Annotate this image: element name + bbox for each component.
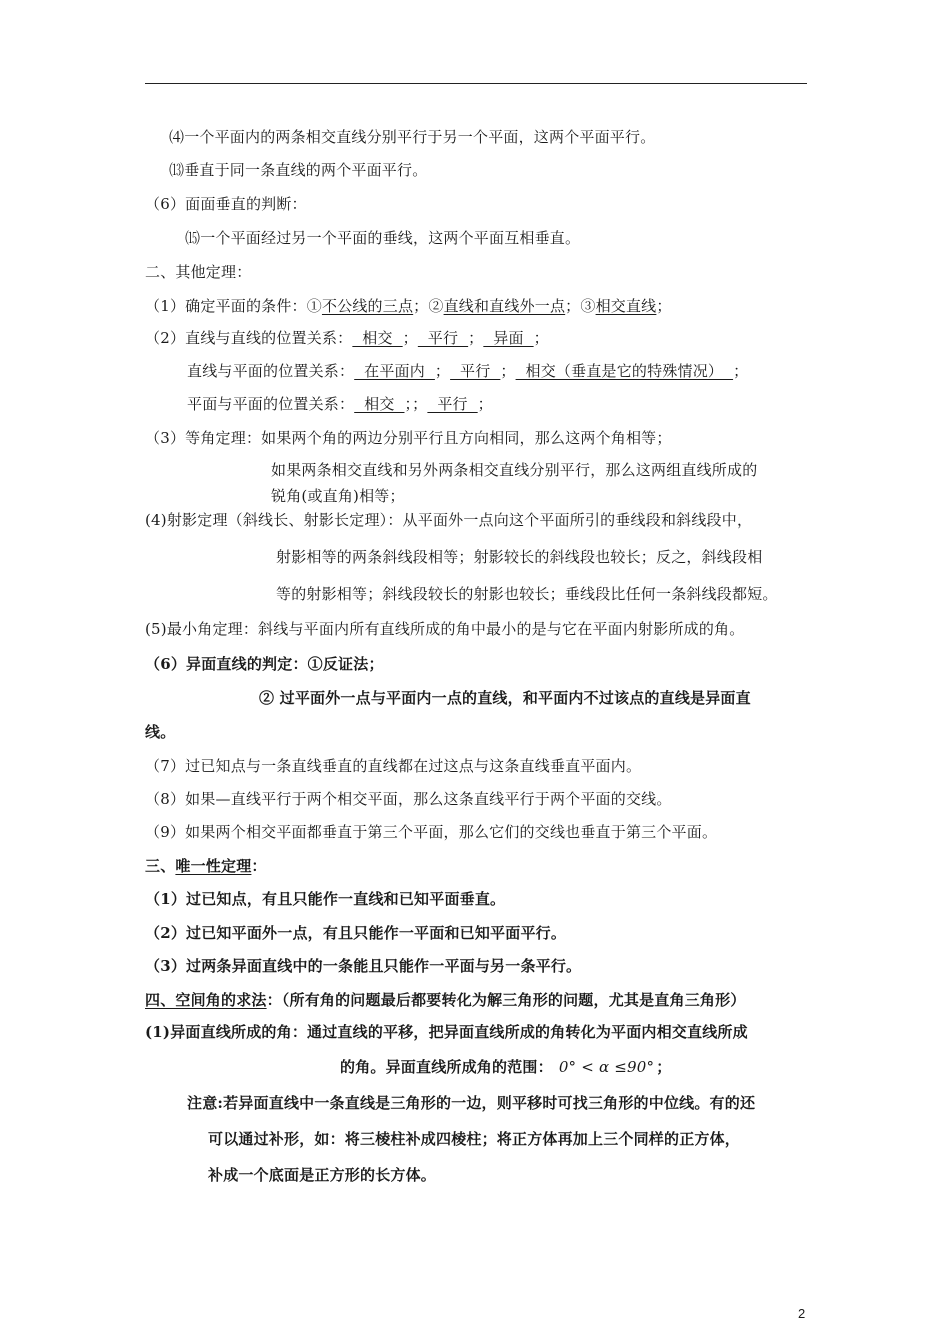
text-span: 平面与平面的位置关系： <box>187 395 355 413</box>
text-line: ⒂一个平面经过另一个平面的垂线，这两个平面互相垂直。 <box>185 229 581 247</box>
text-span: ； <box>656 1058 672 1076</box>
page-number: 2 <box>798 1306 806 1321</box>
text-line <box>187 394 493 414</box>
text-line: 锐角(或直角)相等； <box>271 487 405 505</box>
text-line: （6）面面垂直的判断： <box>145 195 307 213</box>
text-span: ； <box>402 329 418 347</box>
text-span: ； <box>468 329 484 347</box>
text-line: （3）等角定理：如果两个角的两边分别平行且方向相同，那么这两个角相等； <box>145 429 672 447</box>
text-line: 线。 <box>145 723 176 741</box>
text-span: 的角。异面直线所成角的范围： <box>340 1058 553 1076</box>
text-line: 可以通过补形，如：将三棱柱补成四棱柱；将正方体再加上三个同样的正方体， <box>208 1130 741 1148</box>
text-span: ； <box>434 362 451 380</box>
text-line: ⒀垂直于同一条直线的两个平面平行。 <box>169 161 428 179</box>
section-heading <box>145 856 267 876</box>
text-line: （2）过已知平面外一点，有且只能作一平面和已知平面平行。 <box>145 924 567 942</box>
answer-blank: 相交（垂直是它的特殊情况） <box>515 362 734 380</box>
text-span: ； <box>477 395 493 413</box>
text-line: (4)射影定理（斜线长、射影长定理）：从平面外一点向这个平面所引的垂线段和斜线段中， <box>145 511 753 529</box>
text-line: 补成一个底面是正方形的长方体。 <box>208 1166 437 1184</box>
text-line: （7）过已知点与一条直线垂直的直线都在过这点与这条直线垂直平面内。 <box>145 757 642 775</box>
section-heading <box>145 990 746 1010</box>
text-span: 直线与平面的位置关系： <box>187 362 355 380</box>
text-line: ② 过平面外一点与平面内一点的直线，和平面内不过该点的直线是异面直 <box>259 689 751 707</box>
text-line: 射影相等的两条斜线段相等；射影较长的斜线段也较长；反之，斜线段相 <box>276 548 763 566</box>
text-line <box>187 361 748 381</box>
text-span: ；③ <box>565 297 596 315</box>
answer-blank: 相交 <box>354 395 405 413</box>
text-line: 等的射影相等；斜线段较长的射影也较长；垂线段比任何一条斜线段都短。 <box>276 585 778 603</box>
text-line: （6）异面直线的判定：①反证法； <box>145 655 384 673</box>
text-span: ； <box>500 362 516 380</box>
text-span: （2）直线与直线的位置关系： <box>145 329 353 347</box>
answer-blank: 相交直线 <box>595 297 657 315</box>
text-line: （1）过已知点，有且只能作一直线和已知平面垂直。 <box>145 890 506 908</box>
text-span: ； <box>656 297 672 315</box>
text-line: 如果两条相交直线和另外两条相交直线分别平行，那么这两组直线所成的 <box>271 461 758 479</box>
text-span: 三、 <box>145 857 176 875</box>
answer-blank: 平行 <box>450 362 501 380</box>
text-line: (5)最小角定理：斜线与平面内所有直线所成的角中最小的是与它在平面内射影所成的角。 <box>145 620 745 638</box>
answer-blank: 直线和直线外一点 <box>443 297 566 315</box>
text-line <box>340 1057 671 1077</box>
text-span: （1）确定平面的条件：① <box>145 297 322 315</box>
text-span: ；； <box>404 395 428 413</box>
text-span: ：（所有角的问题最后都要转化为解三角形的问题，尤其是直角三角形） <box>266 991 746 1009</box>
text-span: ： <box>251 857 267 875</box>
angle-range-formula: 0° < α ≤90° <box>558 1058 655 1076</box>
answer-blank: 异面 <box>483 329 534 347</box>
answer-blank: 不公线的三点 <box>321 297 414 315</box>
text-line: (1)异面直线所成的角：通过直线的平移，把异面直线所成的角转化为平面内相交直线所成 <box>145 1023 748 1041</box>
answer-blank: 在平面内 <box>354 362 435 380</box>
header-rule <box>145 83 807 84</box>
text-line: （8）如果—直线平行于两个相交平面，那么这条直线平行于两个平面的交线。 <box>145 790 672 808</box>
text-line <box>145 328 549 348</box>
answer-blank: 相交 <box>352 329 403 347</box>
underlined-term: 唯一性定理 <box>175 857 252 875</box>
answer-blank: 平行 <box>427 395 478 413</box>
text-span: ；② <box>413 297 444 315</box>
text-line: （3）过两条异面直线中的一条能且只能作一平面与另一条平行。 <box>145 957 582 975</box>
text-span: ； <box>533 329 549 347</box>
text-span: ； <box>733 362 749 380</box>
section-heading: 二、其他定理： <box>145 263 252 281</box>
underlined-term: 四、空间角的求法 <box>145 991 267 1009</box>
text-line: 注意:若异面直线中一条直线是三角形的一边，则平移时可找三角形的中位线。有的还 <box>187 1094 756 1112</box>
text-line: ⑷一个平面内的两条相交直线分别平行于另一个平面，这两个平面平行。 <box>169 128 656 146</box>
text-line: （9）如果两个相交平面都垂直于第三个平面，那么它们的交线也垂直于第三个平面。 <box>145 823 718 841</box>
answer-blank: 平行 <box>417 329 469 347</box>
text-line <box>145 296 672 316</box>
